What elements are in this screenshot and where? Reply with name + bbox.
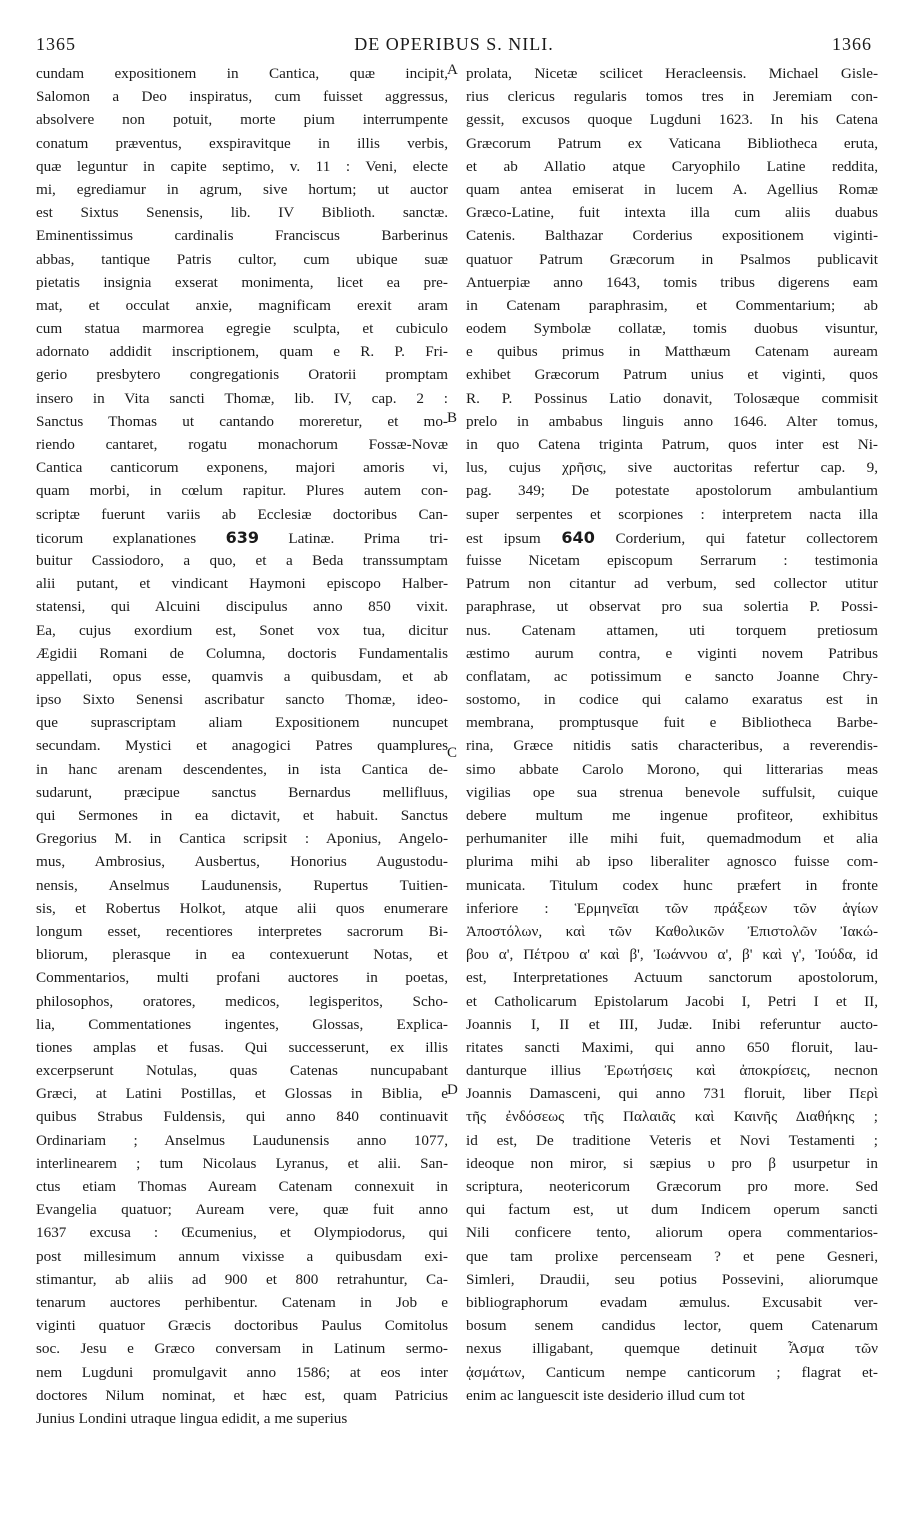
column-number: 640 [561, 527, 595, 547]
text-line: rius clericus regularis tomos tres in Jeremiam con- [466, 88, 878, 106]
text-line: cum statua marmorea egregie sculpta, et cubiculo [36, 320, 448, 338]
running-title: DE OPERIBUS S. NILI. [354, 34, 554, 54]
text-line: paraphrase, ut observat pro sua solertia P. Possi- [466, 598, 878, 616]
text-line: danturque illius Ἐρωτήσεις καὶ ἀποκρίσεις, necnon [466, 1062, 878, 1080]
text-line: qui factum est, ut dum Indicem operum sancti [466, 1201, 878, 1219]
margin-marker-b: B [447, 410, 458, 426]
text-line: Ἀποστόλων, καὶ τῶν Καθολικῶν Ἐπιστολῶν Ἰακώ- [466, 922, 878, 940]
text-line: Græci, at Latini Postillas, et Glossas in Biblia, e [36, 1085, 448, 1103]
text-line: bibliographorum evadam æmulus. Excusabit ver- [466, 1293, 878, 1311]
text-line: statensi, qui Alcuini discipulus anno 850 vixit. [36, 598, 448, 616]
text-line: ipso Sixto Senensi ascribatur sancto Thomæ, ideo- [36, 691, 448, 709]
text-line: prelo in ambabus linguis anno 1646. Alter tomus, [466, 412, 878, 430]
text-line: philosophos, oratores, medicos, legisperitos, Scho- [36, 992, 448, 1010]
text-line: lus, cujus χρῆσις, sive auctoritas refertur cap. 9, [466, 459, 878, 477]
text-line: in hanc arenam descendentes, in ista Cantica de- [36, 760, 448, 778]
text-line: inferiore : Ἑρμηνεῖαι τῶν πράξεων τῶν ἁγίων [466, 899, 878, 917]
text-line: nexus illigabant, quemque detinuit Ἆσμα τῶν [466, 1340, 878, 1358]
text-line: gessit, excusos quoque Lugduni 1623. In his Catena [466, 111, 878, 129]
text-line: fuisse Nicetam episcopum Serrarum : testimonia [466, 551, 878, 569]
text-line: tiones amplas et fusas. Qui successerunt, ex illis [36, 1038, 448, 1056]
text-line: quibus Strabus Fuldensis, qui anno 840 continuavit [36, 1108, 448, 1126]
text-line: prolata, Nicetæ scilicet Heracleensis. Michael Gisle- [466, 65, 878, 82]
text-line: doctores Nilum nominat, et hæc est, quam Patricius [36, 1386, 448, 1404]
text-line: tenarum auctores perhibentur. Catenam in Job e [36, 1293, 448, 1311]
text-line: ticorum explanationes 639 Latinæ. Prima tri- [36, 527, 448, 547]
text-line: mat, et occulat anxie, magnificam erexit aram [36, 296, 448, 314]
text-line: nus. Catenam attamen, uti torquem pretiosum [466, 621, 878, 639]
text-line: 1637 excusa : Œcumenius, et Olympiodorus, qui [36, 1224, 448, 1242]
text-line: Simleri, Draudii, seu potius Possevini, aliorumque [466, 1270, 878, 1288]
margin-marker-c: C [447, 745, 458, 761]
text-line: Joannis Damasceni, qui anno 731 floruit, liber Περὶ [466, 1085, 878, 1103]
text-line: viginti quatuor Græcis doctoribus Paulus Comitolus [36, 1317, 448, 1335]
page-header [30, 34, 878, 58]
text-line: mus, Ambrosius, Ausbertus, Honorius Augustodu- [36, 853, 448, 871]
text-line: municata. Titulum codex hunc præfert in fronte [466, 876, 878, 894]
text-line: pietatis insignia exserat monimenta, licet ea pre- [36, 273, 448, 291]
text-line: est, Interpretationes Actuum sanctorum apostolorum, [466, 969, 878, 987]
text-line: est Sixtus Senensis, lib. IV Biblioth. sanctæ. [36, 204, 448, 222]
text-line: Catenis. Balthazar Corderius expositionem viginti- [466, 227, 878, 245]
text-line: secundam. Mystici et anagogici Patres quamplures [36, 737, 448, 755]
text-line: vigilias ope sua strenua benevole suffulsit, cuique [466, 783, 878, 801]
text-line: lia, Commentationes ingentes, Glossas, Explica- [36, 1015, 448, 1033]
text-line: mi, egrediamur in agrum, sive hortum; ut auctor [36, 180, 448, 198]
text-line: rina, Græce nitidis satis characteribus, a reverendis- [466, 737, 878, 755]
text-line: sudarunt, præcipue sanctus Bernardus mellifluus, [36, 783, 448, 801]
text-line: Græcorum Patrum ex Vaticana Bibliotheca eruta, [466, 134, 878, 152]
text-line: bosum senem candidus lector, quem Catenarum [466, 1317, 878, 1335]
text-line: super serpentes et scorpiones : interpretem nacta illa [466, 505, 878, 523]
text-line: que suprascriptam aliam Expositionem nuncupet [36, 714, 448, 732]
text-line: quatuor Patrum Græcorum in Psalmos publicavit [466, 250, 878, 268]
text-line: simo abbate Carolo Morono, qui litterarias meas [466, 760, 878, 778]
text-line: τῆς ἐνδόσεως τῆς Παλαιᾶς καὶ Καινῆς Διαθήκης ; [466, 1108, 878, 1126]
text-line: gerio presbytero congregationis Oratorii promptam [36, 366, 448, 384]
text-line: excerpserunt Notulas, quas Catenas nuncupabant [36, 1062, 448, 1080]
text-line: quam antea emiserat in lucem A. Agellius Romæ [466, 180, 878, 198]
text-line: debere multum me ingenue profiteor, exhibitus [466, 807, 878, 824]
text-line: exhibet Græcorum Patrum unius et viginti, quos [466, 366, 878, 384]
text-line: est ipsum 640 Corderium, qui fatetur collectorem [466, 527, 878, 547]
text-line: scriptæ fuerunt variis ab Ecclesiæ doctoribus Can- [36, 505, 448, 523]
text-line: perhumaniter ille mihi fuit, quemadmodum et alia [466, 830, 878, 848]
text-line: qui Sermones in ea dictavit, et habuit. Sanctus [36, 807, 448, 824]
text-line: æstimo aurum contra, e viginti novem Patribus [466, 644, 878, 662]
text-line: e quibus primus in Matthæum Catenam auream [466, 343, 878, 361]
text-line: que tam prolixe percenseam ? et pene Gesneri, [466, 1247, 878, 1265]
text-line: buitur Cassiodoro, a quo, et a Beda transsumptam [36, 551, 448, 569]
text-line: in Catenam paraphrasim, et Commentarium; ab [466, 296, 878, 314]
text-line: sostomo, in codice qui calamo exaratus est in [466, 691, 878, 709]
text-line: Evangelia quatuor; Auream vere, quæ fuit anno [36, 1201, 448, 1219]
text-line: bliorum, plerasque in ea contexuerunt Notas, et [36, 946, 448, 964]
text-line: ritates sancti Maximi, qui anno 650 floruit, lau- [466, 1038, 878, 1056]
text-line: soc. Jesu e Græco conversam in Latinum sermo- [36, 1340, 448, 1358]
text-line: Eminentissimus cardinalis Franciscus Barberinus [36, 227, 448, 245]
text-line: Gregorius M. in Cantica scripsit : Aponius, Angelo- [36, 830, 448, 848]
text-line: Salomon a Deo inspiratus, cum fuisset aggressus, [36, 88, 448, 106]
text-line: scriptura, neotericorum Græcorum pro more. Sed [466, 1178, 878, 1195]
text-line: ideoque non miror, si sæpius υ pro β usurpetur in [466, 1154, 878, 1172]
text-line: interlinearem ; tum Nicolaus Lyranus, et alii. San- [36, 1154, 448, 1172]
right-text-column [466, 62, 878, 1407]
text-line: stimantur, ab aliis ad 900 et 800 retrahuntur, Ca- [36, 1270, 448, 1288]
text-line: eodem Symbolæ collatæ, tomis duobus visuntur, [466, 320, 878, 338]
text-line: Patrum non citantur ad verbum, sed collector utitur [466, 575, 878, 593]
text-line: pag. 349; De potestate apostolorum ambulantium [466, 482, 878, 500]
text-line: enim ac languescit iste desiderio illud cum tot [466, 1386, 745, 1404]
text-line: Antuerpiæ anno 1643, tomis tribus digerens eam [466, 273, 878, 291]
text-line: Ea, cujus exordium est, Sonet vox tua, dicitur [36, 621, 448, 639]
text-line: Cantica canticorum exponens, majori amoris vi, [36, 459, 448, 477]
text-line: quam morbi, in cœlum rapitur. Plures autem con- [36, 482, 448, 500]
page-number-left: 1365 [36, 34, 76, 54]
text-line: absolvere non potuit, morte pium interrumpente [36, 111, 448, 129]
text-line: Ægidii Romani de Columna, doctoris Fundamentalis [36, 644, 448, 662]
margin-marker-d: D [447, 1082, 458, 1098]
text-line: Joannis I, II et III, Judæ. Inibi referuntur aucto- [466, 1015, 878, 1033]
text-line: Commentarios, multi profani auctores in poetas, [36, 969, 448, 987]
text-line: id est, De traditione Veteris et Novi Testamenti ; [466, 1131, 878, 1149]
text-line: Nili conficere tento, aliorum opera commentarios- [466, 1224, 878, 1242]
text-line: Ordinariam ; Anselmus Laudunensis anno 1077, [36, 1131, 448, 1149]
text-line: post millesimum annum vixisse a quibusdam exi- [36, 1247, 448, 1265]
text-line: riendo cantaret, rogatu monachorum Fossæ-Novæ [36, 436, 448, 453]
left-text-column [36, 62, 448, 1430]
margin-marker-a: A [447, 62, 458, 78]
text-line: et Catholicarum Epistolarum Jacobi I, Petri I et II, [466, 992, 878, 1010]
text-line: Græco-Latine, fuit intexta illa cum aliis duabus [466, 204, 878, 222]
text-line: membrana, promptusque fuit e Bibliotheca Barbe- [466, 714, 878, 732]
text-line: sis, et Robertus Holkot, atque alii quos enumerare [36, 899, 448, 917]
text-line: in quo Catena triginta Patrum, quos inter est Ni- [466, 436, 878, 453]
text-line: et ab Allatio atque Caryophilo Latine reddita, [466, 157, 878, 175]
text-line: ctus etiam Thomas Auream Catenam connexuit in [36, 1178, 448, 1195]
text-line: cundam expositionem in Cantica, quæ incipit, [36, 65, 448, 82]
text-line: quæ leguntur in capite septimo, v. 11 : Veni, electe [36, 157, 448, 175]
text-line: nem Lugduni promulgavit anno 1586; at eos inter [36, 1363, 448, 1381]
text-line: nensis, Anselmus Laudunensis, Rupertus Tuitien- [36, 876, 448, 894]
text-line: ᾀσμάτων, Canticum nempe canticorum ; flagrat et- [466, 1363, 878, 1381]
text-line: appellati, opus esse, quamvis a quibusdam, et ab [36, 667, 448, 685]
text-line: conatum præventus, exspiravitque in illis verbis, [36, 134, 448, 152]
text-line: longum esset, recentiores interpretes sacrorum Bi- [36, 922, 448, 940]
text-line: Sanctus Thomas ut cantando moreretur, et mo- [36, 412, 448, 430]
text-line: Junius Londini utraque lingua edidit, a me superius [36, 1409, 348, 1427]
text-line: adornato addidit inscriptionem, quam e R. P. Fri- [36, 343, 448, 361]
text-line: insero in Vita sancti Thomæ, lib. IV, cap. 2 : [36, 389, 448, 407]
column-number: 639 [225, 527, 259, 547]
text-line: βου α', Πέτρου α' καὶ β', Ἰωάννου α', β' καὶ γ', Ἰούδα, id [466, 946, 878, 964]
text-line: abbas, tantique Patris cultor, cum ubique suæ [36, 250, 448, 268]
text-line: R. P. Possinus Latio donavit, Tolosæque commisit [466, 389, 878, 407]
page-number-right: 1366 [832, 34, 872, 54]
text-line: conflatam, ac potissimum e sancto Joanne Chry- [466, 667, 878, 685]
text-line: alii putant, et vindicant Haymoni episcopo Halber- [36, 575, 448, 593]
text-line: plurima mihi ab ipso liberaliter agnosco fuisse com- [466, 853, 878, 871]
